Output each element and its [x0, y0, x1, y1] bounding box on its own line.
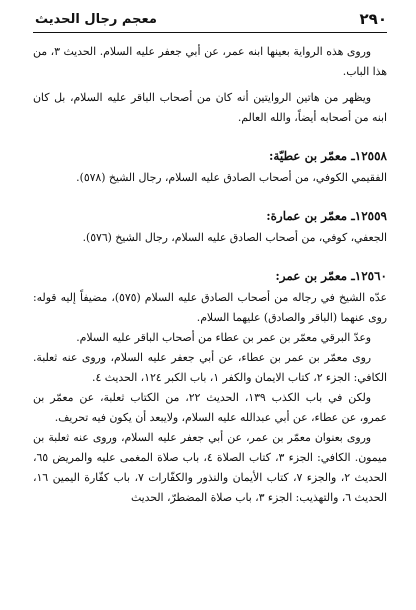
intro-paragraph: وروى هذه الرواية بعينها ابنه عمر، عن أبي جعفر عليه السلام. الحديث ٣، من هذا الباب.	[33, 45, 387, 78]
entry-paragraph: وروى بعنوان معمّر بن عمر، عن أبي جعفر عليه السلام، وروى عنه ثعلبة بن ميمون. الكافي: الجزء ٣، كتاب الصلاة ٤، باب صلاة المغمى عليه والمريض ٦٥، الحديث ٢، والجزء ٧، كتاب الأيمان والنذور والكفّارات ٧، باب كفّارة اليمين ١٦، الحديث ٦، والتهذيب: الجزء ٣، باب صلاة المضطرّ، الحديث	[33, 431, 388, 504]
intro-paragraph: ويظهر من هاتين الروايتين أنه كان من أصحاب الباقر عليه السلام، بل كان ابنه من أصحابه أيضاً، والله العالم.	[33, 91, 387, 124]
entry	[33, 206, 387, 248]
entry-paragraph: وعدّ البرقي معمّر بن عمر بن عطاء من أصحاب الباقر عليه السلام.	[76, 331, 371, 344]
page-header	[33, 10, 387, 33]
entry-heading: ١٢٥٥٩ـ معمّر بن عمارة:	[266, 209, 387, 223]
entry	[33, 266, 387, 508]
running-title: معجم رجال الحديث	[35, 12, 157, 27]
page-body	[33, 42, 387, 508]
entry-text: الجعفي، كوفي، من أصحاب الصادق عليه السلام، رجال الشيخ (٥٧٦).	[82, 231, 387, 244]
entry-paragraph: روى معمّر بن عمر بن عطاء، عن أبي جعفر عليه السلام، وروى عنه ثعلبة. الكافي: الجزء ٢، كتاب الايمان والكفر ١، باب الكبر ١٢٤، الحديث ٤.	[33, 351, 387, 384]
entry	[33, 146, 387, 188]
entry-text: الفقيمي الكوفي، من أصحاب الصادق عليه السلام، رجال الشيخ (٥٧٨).	[76, 171, 387, 184]
entry-heading: ١٢٥٥٨ـ معمّر بن عطيّة:	[268, 149, 387, 163]
page-number: ٢٩٠	[359, 10, 387, 28]
entry-paragraph: ولكن في باب الكذب ١٣٩، الحديث ٢٢، من الكتاب ثعلبة، عن معمّر بن عمرو، عن عطاء، عن أبي عبدالله عليه السلام، ولايبعد أن يكون فيه تحريف.	[33, 391, 387, 424]
entry-heading: ١٢٥٦٠ـ معمّر بن عمر:	[275, 269, 387, 283]
entry-paragraph: عدّه الشيخ في رجاله من أصحاب الصادق عليه السلام (٥٧٥)، مضيفاً إليه قوله: روى عنهما (الباقر والصادق) عليهما السلام.	[33, 291, 387, 324]
